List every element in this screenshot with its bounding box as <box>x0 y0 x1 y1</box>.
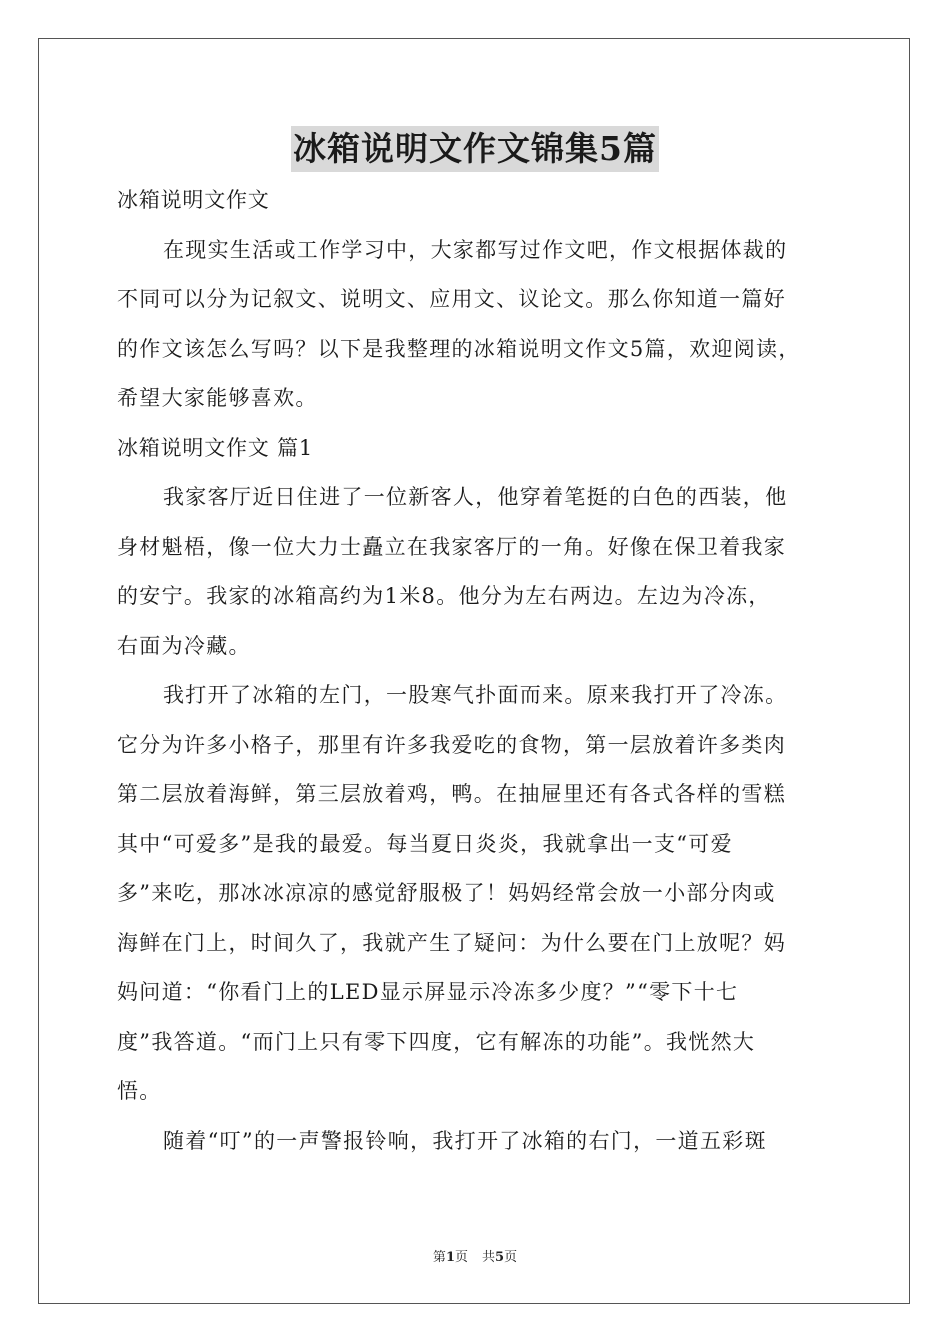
current-page-number: 1 <box>445 1250 455 1265</box>
title-container <box>0 126 950 172</box>
text-line: 悟。 <box>117 1079 162 1103</box>
total-unit: 页 <box>504 1250 518 1265</box>
text-line: 海鲜在门上，时间久了，我就产生了疑问：为什么要在门上放呢？妈 <box>117 930 786 955</box>
text-line: 随着“叮”的一声警报铃响，我打开了冰箱的右门，一道五彩斑 <box>163 1128 767 1153</box>
total-prefix: 共 <box>482 1250 496 1265</box>
text-line: 其中“可爱多”是我的最爱。每当夏日炎炎，我就拿出一支“可爱 <box>117 831 733 856</box>
section-heading: 冰箱说明文作文 篇1 <box>117 435 314 460</box>
text-line: 多”来吃，那冰冰凉凉的感觉舒服极了！妈妈经常会放一小部分肉或 <box>117 881 776 905</box>
text-line: 我打开了冰箱的左门，一股寒气扑面而来。原来我打开了冷冻。 <box>163 683 788 707</box>
text-line: 第二层放着海鲜，第三层放着鸡，鸭。在抽屉里还有各式各样的雪糕 <box>117 782 786 806</box>
text-line: 在现实生活或工作学习中，大家都写过作文吧，作文根据体裁的 <box>163 237 788 262</box>
page-footer <box>0 1246 950 1265</box>
text-line: 我家客厅近日住进了一位新客人，他穿着笔挺的白色的西装，他 <box>163 485 788 509</box>
text-line: 的安宁。我家的冰箱高约为1米8。他分为左右两边。左边为冷冻， <box>117 584 771 608</box>
page-prefix: 第 <box>432 1250 446 1265</box>
section-heading: 冰箱说明文作文 <box>117 188 270 212</box>
text-line: 度”我答道。“而门上只有零下四度，它有解冻的功能”。我恍然大 <box>117 1029 756 1054</box>
document-title: 冰箱说明文作文锦集5篇 <box>291 126 659 172</box>
document-body <box>117 176 839 1166</box>
total-pages-number: 5 <box>495 1250 505 1265</box>
text-line: 不同可以分为记叙文、说明文、应用文、议论文。那么你知道一篇好 <box>117 287 786 311</box>
page-unit: 页 <box>454 1250 468 1265</box>
text-line: 希望大家能够喜欢。 <box>117 386 318 410</box>
text-line: 的作文该怎么写吗？以下是我整理的冰箱说明文作文5篇，欢迎阅读， <box>117 336 801 361</box>
text-line: 身材魁梧，像一位大力士矗立在我家客厅的一角。好像在保卫着我家 <box>117 534 786 559</box>
text-line: 妈问道：“你看门上的LED显示屏显示冷冻多少度？”“零下十七 <box>117 980 739 1004</box>
text-line: 它分为许多小格子，那里有许多我爱吃的食物，第一层放着许多类肉 <box>117 732 786 757</box>
text-line: 右面为冷藏。 <box>117 633 251 658</box>
